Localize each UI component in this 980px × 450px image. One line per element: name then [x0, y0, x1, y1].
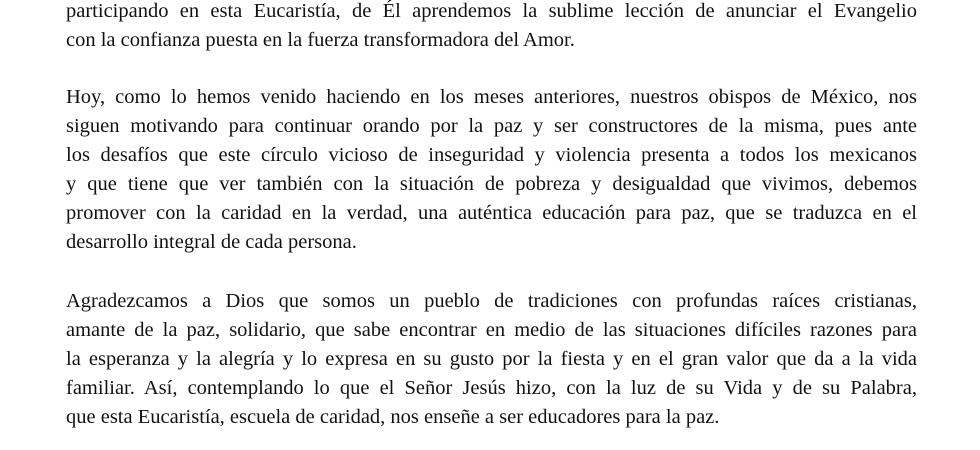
paragraph-1 — [66, 0, 917, 55]
paragraph-line: desarrollo integral de cada persona. — [66, 231, 357, 253]
paragraph-line: la esperanza y la alegría y lo expresa en su gusto por la fiesta y en el gran valor que da a la vida — [66, 348, 917, 370]
paragraph-line: Hoy, como lo hemos venido haciendo en los meses anteriores, nuestros obispos de México, nos — [66, 86, 917, 108]
paragraph-line: que esta Eucaristía, escuela de caridad, nos enseñe a ser educadores para la paz. — [66, 406, 720, 428]
paragraph-line: Agradezcamos a Dios que somos un pueblo de tradiciones con profundas raíces cristianas, — [66, 290, 917, 312]
paragraph-line: promover con la caridad en la verdad, una auténtica educación para paz, que se traduzca en el — [66, 202, 917, 224]
paragraph-line: familiar. Así, contemplando lo que el Señor Jesús hizo, con la luz de su Vida y de su Palabra, — [66, 377, 917, 399]
paragraph-line: siguen motivando para continuar orando por la paz y ser constructores de la misma, pues ante — [66, 115, 917, 137]
paragraph-line: los desafíos que este círculo vicioso de inseguridad y violencia presenta a todos los mexicanos — [66, 144, 917, 166]
paragraph-line: y que tiene que ver también con la situación de pobreza y desigualdad que vivimos, debemos — [66, 173, 917, 195]
paragraph-2 — [66, 83, 917, 257]
paragraph-line: con la confianza puesta en la fuerza transformadora del Amor. — [66, 29, 575, 51]
paragraph-line: amante de la paz, solidario, que sabe encontrar en medio de las situaciones difíciles razones para — [66, 319, 917, 341]
paragraph-line: participando en esta Eucaristía, de Él aprendemos la sublime lección de anunciar el Evangelio — [66, 0, 917, 22]
paragraph-3 — [66, 287, 917, 432]
